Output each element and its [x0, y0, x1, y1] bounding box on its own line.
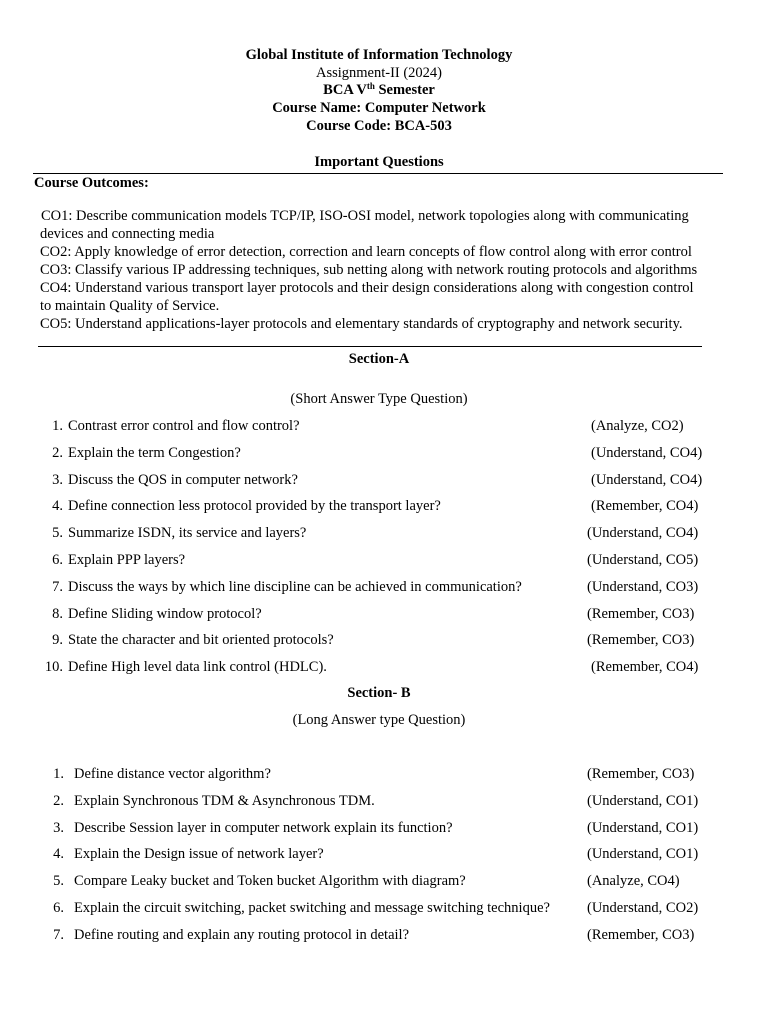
question-number: 6.	[53, 900, 64, 916]
question-number: 1.	[52, 418, 63, 434]
outcome-line: CO5: Understand applications-layer protocols and elementary standards of cryptography and network security.	[40, 316, 683, 332]
question-tag: (Analyze, CO4)	[587, 873, 680, 890]
question-text: Compare Leaky bucket and Token bucket Algorithm with diagram?	[74, 873, 466, 890]
semester-prefix: BCA V	[323, 82, 367, 98]
question-tag: (Understand, CO3)	[587, 578, 699, 595]
question-tag: (Understand, CO5)	[587, 552, 699, 568]
institute-name: Global Institute of Information Technology	[245, 47, 513, 63]
question-text: Explain the term Congestion?	[68, 444, 241, 461]
question-tag: (Remember, CO3)	[587, 926, 695, 943]
question-tag: (Remember, CO3)	[587, 632, 695, 649]
semester-suffix: Semester	[374, 82, 435, 98]
question-text: Explain the circuit switching, packet switching and message switching technique?	[74, 900, 550, 916]
question-text: Define connection less protocol provided by the transport layer?	[68, 498, 441, 515]
question-text: Define routing and explain any routing protocol in detail?	[74, 926, 410, 943]
question-text: Define Sliding window protocol?	[68, 605, 262, 622]
question-text: Explain Synchronous TDM & Asynchronous TDM.	[74, 792, 375, 809]
section-a-title: Section-A	[348, 351, 410, 367]
question-tag: (Understand, CO4)	[591, 444, 703, 461]
question-tag: (Understand, CO2)	[587, 900, 699, 916]
question-number: 8.	[52, 605, 63, 622]
outcome-line: devices and connecting media	[40, 226, 215, 242]
question-tag: (Understand, CO1)	[587, 792, 699, 809]
question-tag: (Analyze, CO2)	[591, 418, 684, 434]
question-tag: (Remember, CO4)	[591, 498, 699, 515]
question-text: Discuss the QOS in computer network?	[68, 471, 298, 488]
question-tag: (Understand, CO1)	[587, 819, 699, 836]
outcome-line: CO1: Describe communication models TCP/IP, ISO-OSI model, network topologies along with communicating	[41, 208, 689, 224]
question-tag: (Remember, CO4)	[591, 659, 699, 676]
question-number: 1.	[53, 766, 64, 782]
title-divider	[33, 173, 723, 174]
question-text: Summarize ISDN, its service and layers?	[68, 525, 307, 542]
question-text: Explain PPP layers?	[68, 552, 186, 568]
question-number: 9.	[52, 632, 63, 649]
question-tag: (Understand, CO1)	[587, 846, 699, 863]
question-number: 2.	[53, 792, 64, 809]
question-text: Define High level data link control (HDLC).	[68, 659, 327, 676]
question-text: State the character and bit oriented protocols?	[68, 632, 334, 649]
question-number: 5.	[52, 525, 63, 542]
outcome-line: CO4: Understand various transport layer protocols and their design considerations along with congestion control	[40, 280, 694, 296]
outcomes-divider	[38, 346, 702, 347]
course-outcomes-title: Course Outcomes:	[34, 175, 149, 191]
question-text: Contrast error control and flow control?	[68, 418, 300, 434]
question-text: Describe Session layer in computer network explain its function?	[74, 819, 453, 836]
question-text: Define distance vector algorithm?	[74, 766, 271, 782]
question-tag: (Remember, CO3)	[587, 605, 695, 622]
assignment-label: Assignment-II (2024)	[315, 65, 443, 81]
outcome-line: CO2: Apply knowledge of error detection, correction and learn concepts of flow control along with error control	[40, 244, 692, 260]
question-tag: (Remember, CO3)	[587, 766, 695, 782]
question-number: 4.	[52, 498, 63, 515]
question-number: 4.	[53, 846, 64, 863]
course-name: Course Name: Computer Network	[272, 100, 486, 116]
question-number: 2.	[52, 444, 63, 461]
outcome-line: CO3: Classify various IP addressing techniques, sub netting along with network routing protocols and algorithms	[40, 262, 698, 278]
section-a-subtitle: (Short Answer Type Question)	[290, 391, 468, 407]
section-b-subtitle: (Long Answer type Question)	[292, 712, 466, 728]
question-tag: (Understand, CO4)	[587, 525, 699, 542]
question-number: 5.	[53, 873, 64, 890]
question-text: Explain the Design issue of network layer?	[74, 846, 324, 863]
section-b-title: Section- B	[347, 685, 411, 701]
question-number: 6.	[52, 552, 63, 568]
semester-label	[0, 82, 758, 99]
question-tag: (Understand, CO4)	[591, 471, 703, 488]
important-questions-title: Important Questions	[314, 154, 444, 170]
question-number: 10.	[44, 659, 63, 676]
question-number: 3.	[52, 471, 63, 488]
semester-superscript: th	[366, 81, 375, 91]
question-number: 3.	[53, 819, 64, 836]
question-number: 7.	[52, 578, 63, 595]
question-number: 7.	[53, 926, 64, 943]
outcome-line: to maintain Quality of Service.	[40, 298, 220, 314]
course-code: Course Code: BCA-503	[306, 118, 452, 134]
question-text: Discuss the ways by which line discipline can be achieved in communication?	[68, 578, 522, 595]
